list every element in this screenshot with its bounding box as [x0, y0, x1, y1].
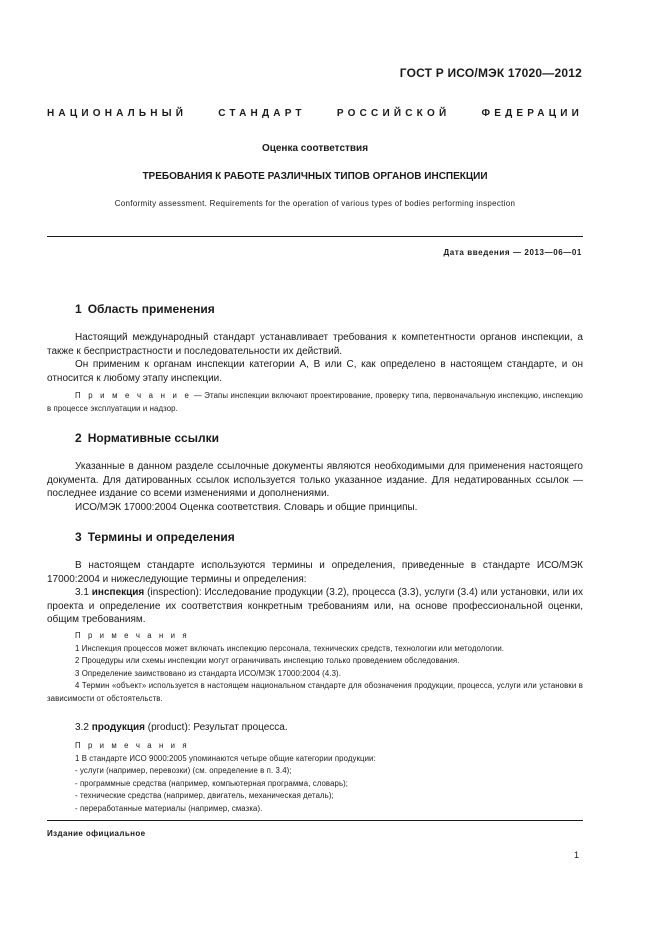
term-text: (product): Результат процесса. — [144, 722, 288, 733]
term: продукция — [91, 722, 145, 733]
paragraph: В настоящем стандарте используются термины и определения, приведенные в стандарте ИСО/МЭК 17000:2004 и нижеследующие термины и определения: — [47, 560, 583, 585]
note-label: П р и м е ч а н и е — [75, 391, 192, 400]
notes-block — [47, 630, 583, 705]
section-heading-normative-references — [75, 431, 219, 445]
note-text: — Этапы инспекции включают проектирование, проверку типа, первоначальную инспекцию, инспекцию в процессе эксплуатации и надзор. — [47, 391, 583, 413]
term-text: (inspection): Исследование продукции (3.2), процесса (3.3), услуги (3.4) или установки, или их проекта и определение их соответствия конкретным требованиям или, на основе профессиональной оценки, общим требованиям. — [47, 587, 583, 625]
header-divider — [47, 236, 583, 237]
section-title: Нормативные ссылки — [87, 431, 219, 445]
banner-word: НАЦИОНАЛЬНЫЙ — [47, 108, 188, 119]
banner-word: РОССИЙСКОЙ — [336, 108, 451, 119]
notes-block — [47, 740, 583, 815]
term-definition — [47, 721, 583, 735]
banner-word: ФЕДЕРАЦИИ — [481, 108, 583, 119]
note-item: 4 Термин «объект» используется в настоящем национальном стандарте для обозначения продукции, процесса, услуги или установки в зависимости от обстоятельств. — [47, 681, 583, 703]
national-standard-banner — [47, 108, 583, 119]
paragraph: Указанные в данном разделе ссылочные документы являются необходимыми для применения настоящего документа. Для датированных ссылок используется только указанное издание. Для недатированных ссылок — последнее издание со всеми изменениями и дополнениями. — [47, 461, 583, 499]
section-body — [47, 460, 583, 514]
paragraph: Настоящий международный стандарт устанавливает требования к компетентности органов инспекции, а также к беспристрастности и последовательности их действий. — [47, 332, 583, 357]
paragraph: ИСО/МЭК 17000:2004 Оценка соответствия. Словарь и общие принципы. — [75, 501, 418, 513]
page-number: 1 — [573, 850, 579, 860]
note-item: - программные средства (например, компьютерная программа, словарь); — [75, 778, 349, 788]
section-number: 3 — [75, 530, 82, 544]
introduction-date: Дата введения — 2013—06—01 — [443, 248, 582, 257]
notes-label: П р и м е ч а н и я — [75, 631, 190, 640]
footer-divider — [47, 820, 583, 821]
document-title-ru: ТРЕБОВАНИЯ К РАБОТЕ РАЗЛИЧНЫХ ТИПОВ ОРГАНОВ ИНСПЕКЦИИ — [142, 171, 488, 182]
note-item: 3 Определение заимствовано из стандарта ИСО/МЭК 17000:2004 (4.3). — [75, 668, 341, 678]
note-item: 2 Процедуры или схемы инспекции могут ограничивать инспекцию только проведением обследования. — [75, 656, 460, 665]
document-code: ГОСТ Р ИСО/МЭК 17020—2012 — [399, 66, 582, 80]
term-number: 3.1 — [75, 587, 89, 598]
note-item: - услуги (например, перевозки) (см. определение в п. 3.4); — [75, 766, 292, 775]
section-body — [47, 559, 583, 627]
section-title: Область применения — [87, 302, 215, 316]
section-number: 1 — [75, 302, 82, 316]
section-title: Термины и определения — [87, 530, 235, 544]
note-item: - технические средства (например, двигатель, механическая деталь); — [75, 791, 334, 800]
section-body — [47, 331, 583, 385]
section-heading-scope — [75, 302, 215, 316]
document-title-en: Conformity assessment. Requirements for the operation of various types of bodies performing inspection — [114, 199, 516, 208]
term-number: 3.2 — [75, 722, 89, 733]
note-item: 1 В стандарте ИСО 9000:2005 упоминаются четыре общие категории продукции: — [75, 753, 376, 763]
note-item: 1 Инспекция процессов может включать инспекцию персонала, технических средств, технологии или методологии. — [75, 643, 505, 653]
banner-word: СТАНДАРТ — [218, 108, 306, 119]
section-heading-terms — [75, 530, 235, 544]
term-definition — [47, 586, 583, 627]
term: инспекция — [91, 587, 145, 598]
official-edition-label: Издание официальное — [47, 829, 146, 838]
notes-label: П р и м е ч а н и я — [75, 741, 190, 750]
note — [47, 390, 583, 415]
paragraph: Он применим к органам инспекции категории А, В или С, как определено в настоящем стандарте, и он относится к любому этапу инспекции. — [47, 359, 583, 384]
section-number: 2 — [75, 431, 82, 445]
note-item: - переработанные материалы (например, смазка). — [75, 803, 263, 813]
document-subtitle: Оценка соответствия — [261, 143, 369, 154]
